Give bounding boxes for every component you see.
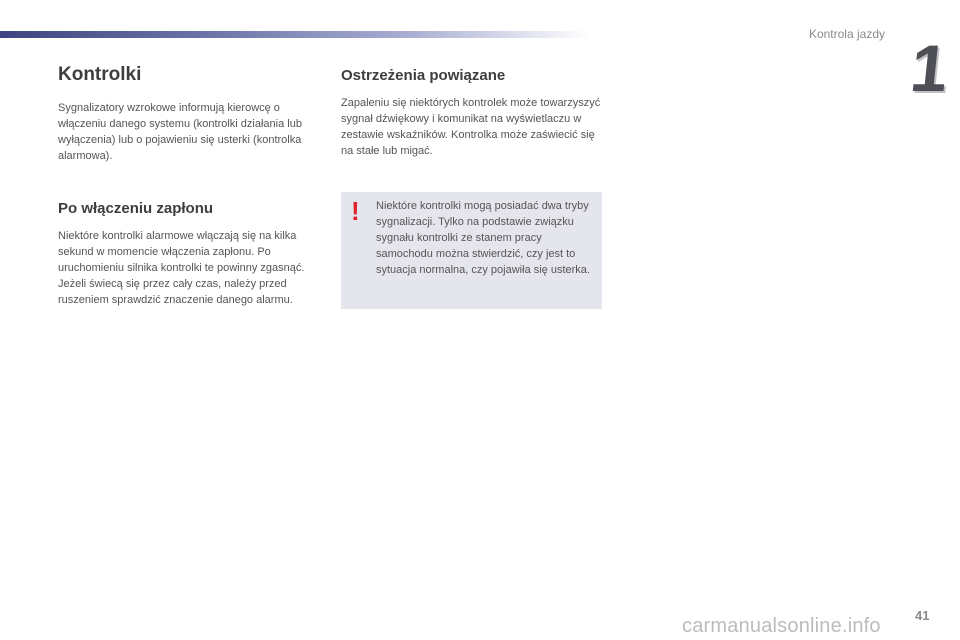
page-number: 41 <box>915 608 930 623</box>
ignition-paragraph-2: Jeżeli świecą się przez cały czas, należy przed ruszeniem sprawdzić znaczenie danego alarmu. <box>58 278 293 306</box>
related-warnings-paragraph: Zapaleniu się niektórych kontrolek może towarzyszyć sygnał dźwiękowy i komunikat na wyświetlaczu w zestawie wskaźników. Kontrolka może zaświecić się na stałe lub migać. <box>341 97 601 157</box>
left-column <box>58 64 318 308</box>
section-header: Kontrola jazdy <box>808 27 885 41</box>
page-title: Kontrolki <box>58 64 142 85</box>
related-warnings-heading: Ostrzeżenia powiązane <box>341 67 506 84</box>
ignition-paragraph-1: Niektóre kontrolki alarmowe włączają się na kilka sekund w momencie włączenia zapłonu. Po uruchomieniu silnika kontrolki te powinny zgasnąć. <box>58 230 305 274</box>
exclamation-icon: ! <box>351 196 360 226</box>
right-column <box>341 64 603 159</box>
ignition-heading: Po włączeniu zapłonu <box>58 200 214 217</box>
watermark: carmanualsonline.info <box>682 615 881 637</box>
warning-note-box <box>341 192 602 309</box>
header-accent-bar <box>0 31 590 38</box>
warning-note-text: Niektóre kontrolki mogą posiadać dwa tryby sygnalizacji. Tylko na podstawie związku sygnału kontrolki ze stanem pracy samochodu można stwierdzić, czy jest to sytuacja normalna, czy pojawiła się usterka. <box>376 200 590 276</box>
chapter-number-badge <box>906 31 952 105</box>
intro-paragraph: Sygnalizatory wzrokowe informują kierowcę o włączeniu danego systemu (kontrolki działania lub wyłączenia) lub o pojawieniu się usterki (kontrolka alarmowa). <box>58 102 302 162</box>
chapter-number: 1 <box>906 31 952 105</box>
